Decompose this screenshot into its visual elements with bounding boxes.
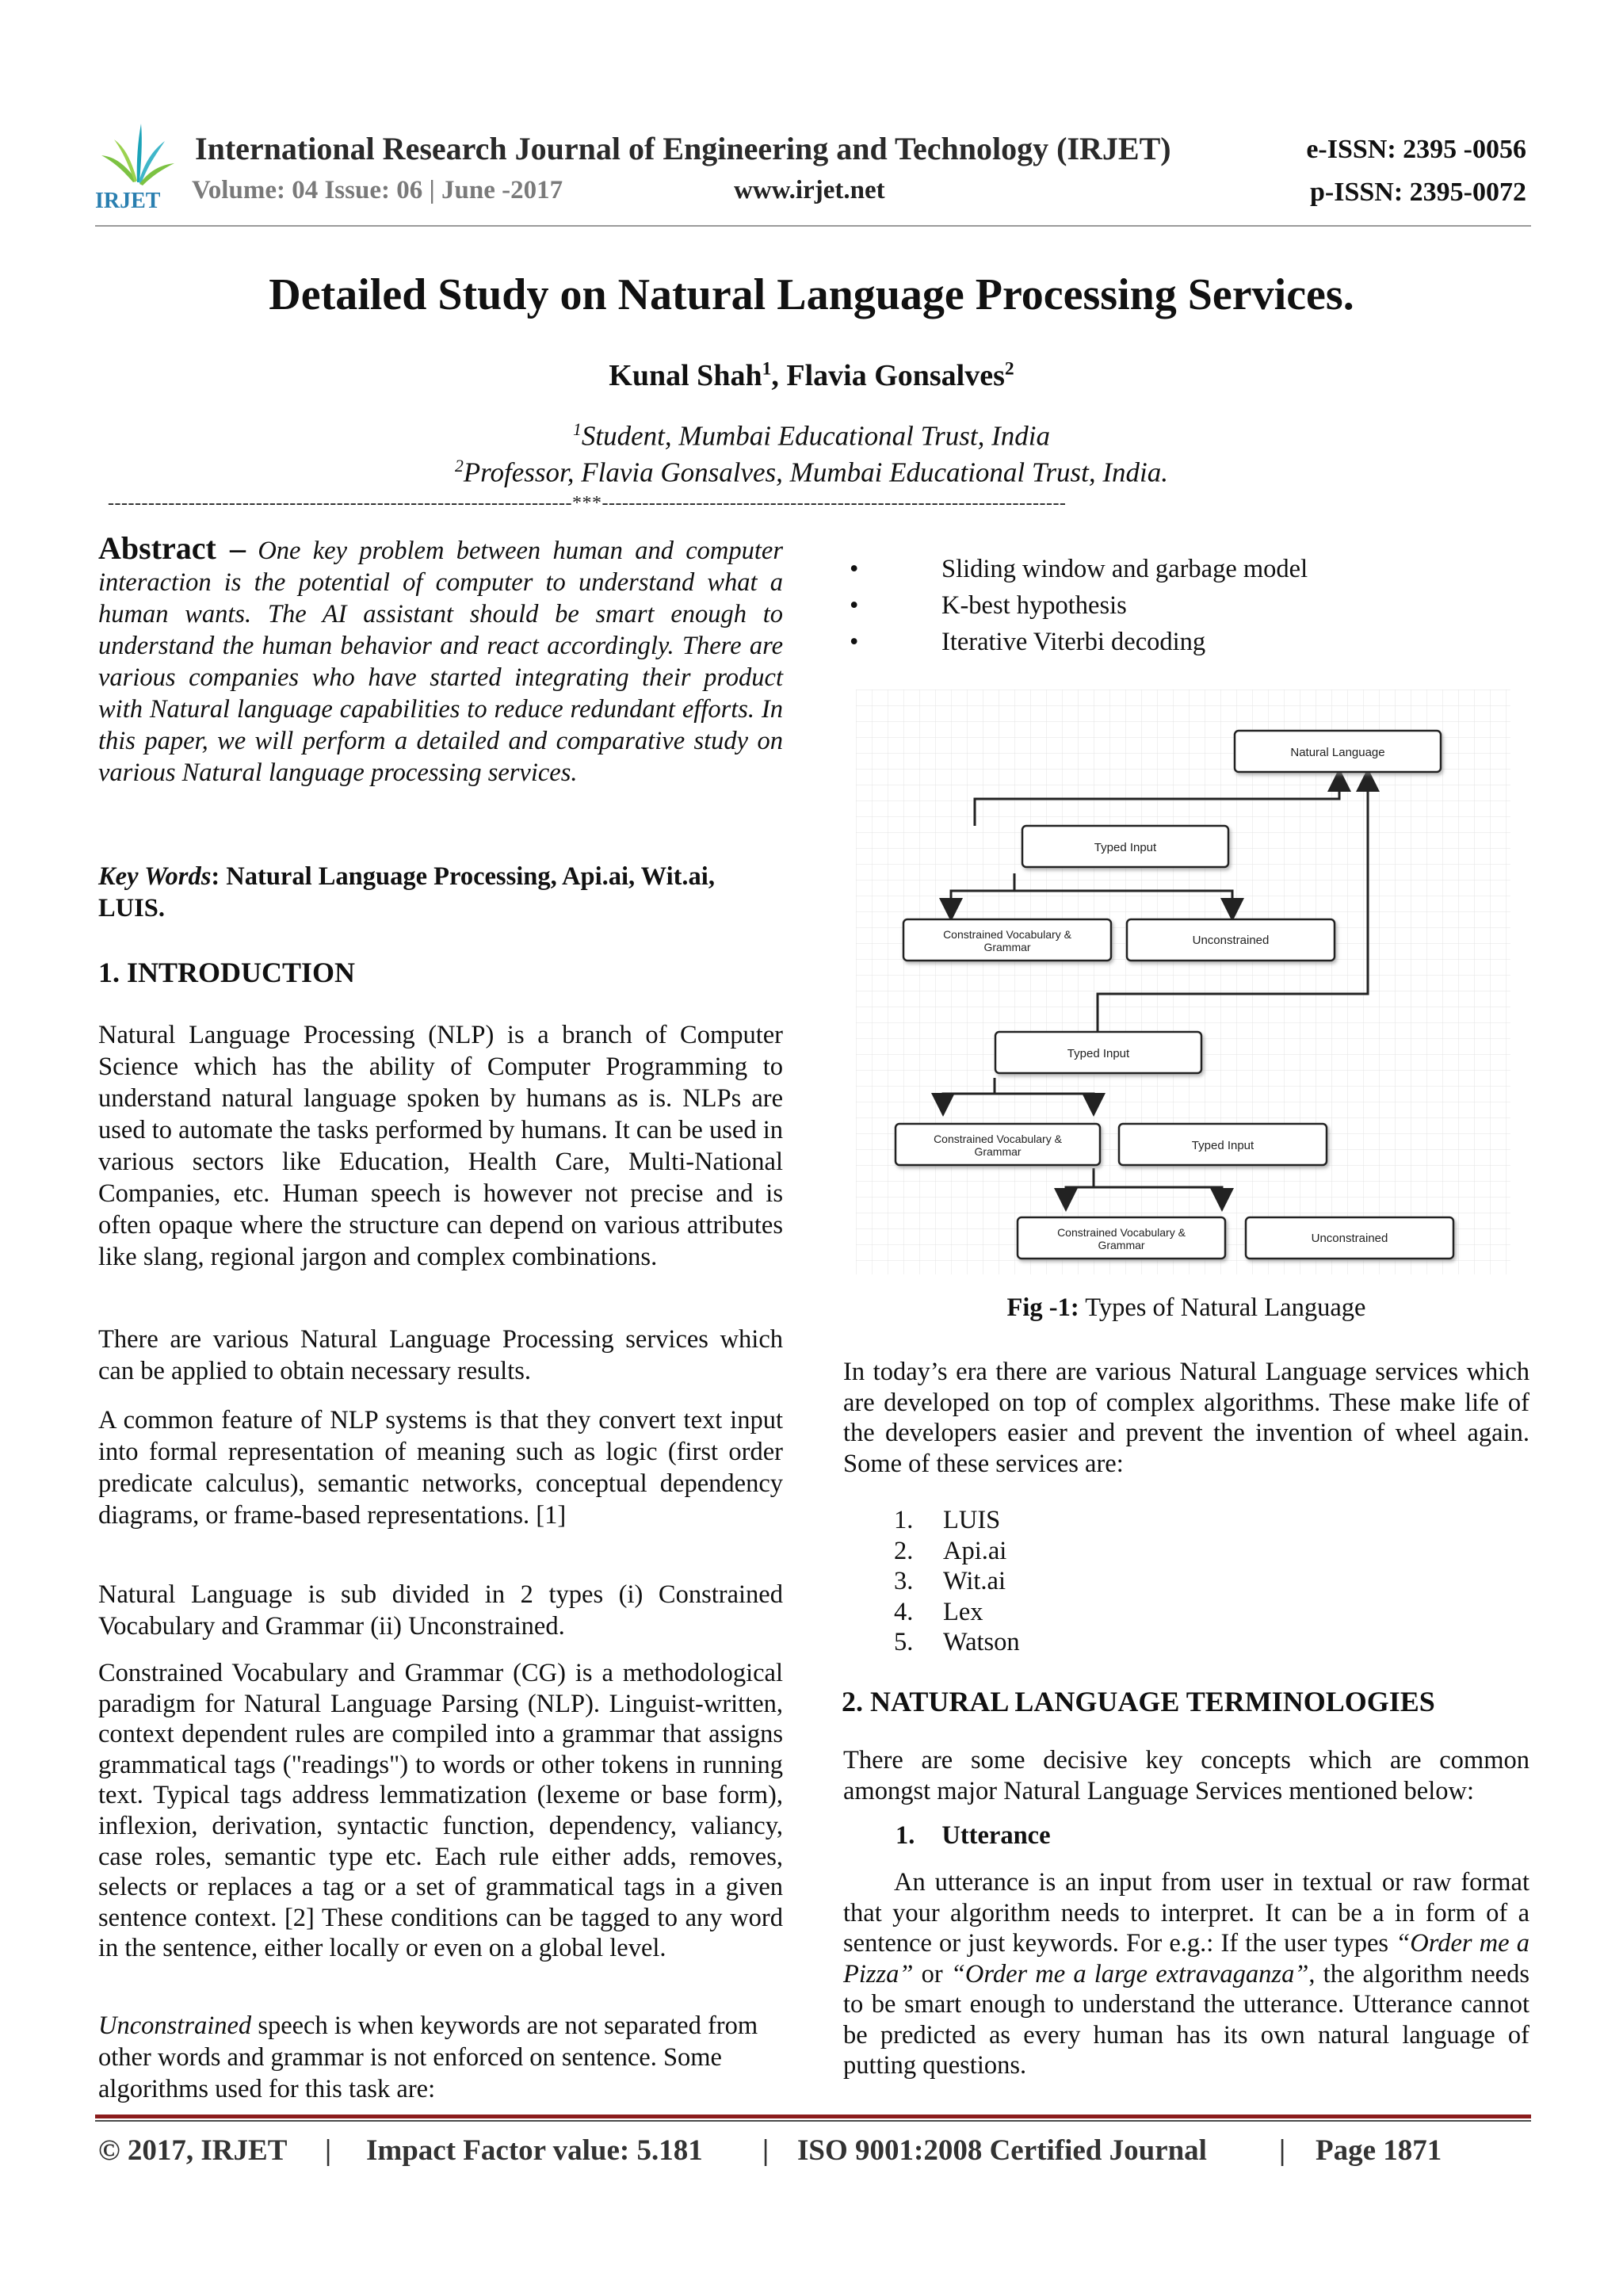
journal-website[interactable]: www.irjet.net [734, 176, 885, 204]
utterance-title: Utterance [941, 1821, 1051, 1850]
intro-paragraph-5: Constrained Vocabulary and Grammar (CG) is a methodological paradigm for Natural Language Parsing (NLP). Linguist-written, context dependent rules are compiled into a grammar that assigns grammatical tags ("readings") to words or other tokens in running text. Typical tags address lemmatization (lexeme or base form), inflexion, derivation, syntactic function, dependency, valiancy, case roles, semantic type etc. Each rule either adds, removes, selects or replaces a tag or a set of grammatical tags in a given sentence context. [2] These conditions can be tagged to any word in the sentence, either locally or even on a global level. [98, 1659, 783, 1963]
abstract-text: One key problem between human and computer interaction is the potential of computer to understand what a human wants. The AI assistant should be smart enough to understand the human behavior and react accordingly. There are various companies who have started integrating their product with Natural language capabilities to reduce redundant efforts. In this paper, we will perform a detailed and comparative study on various Natural language processing services. [98, 537, 783, 787]
services-list [843, 1504, 1529, 1657]
node-unconstrained-2 [1246, 1217, 1453, 1259]
svg-text:Typed Input: Typed Input [1094, 841, 1157, 854]
list-item: 1. LUIS [894, 1506, 1001, 1534]
abstract-heading: Abstract – [98, 530, 246, 566]
keywords-text: : Natural Language Processing, Api.ai, Wit.ai, LUIS. [98, 862, 715, 923]
volume-issue: Volume: 04 Issue: 06 | June -2017 [192, 176, 563, 204]
affiliation-sup: 1 [573, 420, 582, 439]
irjet-logo-icon [94, 117, 181, 211]
footer-impact-factor: Impact Factor value: 5.181 [366, 2134, 703, 2167]
utterance-heading [896, 1820, 1051, 1851]
node-typed-input-3 [1119, 1124, 1327, 1165]
algorithm-bullet-list [843, 553, 1529, 663]
author-line: Kunal Shah$^1$, Flavia Gonsalves$^2$ [609, 358, 1014, 392]
unconstrained-term: Unconstrained [98, 2011, 252, 2040]
footer-separator: | [762, 2134, 769, 2167]
list-item: • K-best hypothesis [850, 591, 1127, 620]
affiliation-sup: 2 [454, 457, 464, 476]
svg-text:Unconstrained: Unconstrained [1192, 934, 1270, 947]
utterance-example-2: “Order me a large extravaganza” [950, 1959, 1309, 1988]
intro-paragraph-6 [98, 2010, 783, 2105]
journal-title: International Research Journal of Engineering and Technology (IRJET) [195, 131, 1171, 166]
node-unconstrained-1 [1127, 919, 1335, 961]
list-item: • Sliding window and garbage model [850, 555, 1308, 583]
section-heading-terminologies: 2. NATURAL LANGUAGE TERMINOLOGIES [842, 1686, 1435, 1717]
footer-rule [95, 2115, 1531, 2118]
footer-rule-thin [95, 2120, 1531, 2122]
svg-text:IRJET: IRJET [95, 189, 161, 211]
irjet-logo [94, 117, 181, 211]
author-sup: 1 [762, 358, 772, 380]
author-name: Flavia Gonsalves [786, 359, 1005, 392]
intro-paragraph-4: Natural Language is sub divided in 2 types (i) Constrained Vocabulary and Grammar (ii) Unconstrained. [98, 1580, 783, 1641]
figure-caption-label: Fig -1: [1006, 1293, 1079, 1322]
services-intro-paragraph: In today’s era there are various Natural Language services which are developed on top of complex algorithms. These make life of the developers easier and prevent the invention of wheel again. Some of these services are: [843, 1358, 1529, 1478]
figure-caption [843, 1293, 1529, 1323]
node-typed-input-1 [1022, 826, 1228, 867]
list-item: • Iterative Viterbi decoding [850, 628, 1206, 656]
svg-text:Constrained Vocabulary &Gramma: Constrained Vocabulary & Grammar [1057, 1226, 1186, 1251]
footer-iso: ISO 9001:2008 Certified Journal [797, 2134, 1207, 2167]
list-item: 5. Watson [894, 1628, 1020, 1656]
author-name: Kunal Shah [609, 359, 762, 392]
paragraph-text: speech is when keywords are not separated from other words and grammar is not enforced on sentence. Some algorithms used for this task are: [98, 2011, 758, 2103]
affiliation-text: Student, Mumbai Educational Trust, India [581, 420, 1050, 452]
node-constrained-grammar-3 [1018, 1217, 1225, 1259]
eissn: e-ISSN: 2395 -0056 [1306, 135, 1526, 164]
list-item: 3. Wit.ai [894, 1567, 1006, 1595]
affiliation-2 [0, 457, 1623, 489]
figure-natural-language-types [856, 690, 1510, 1274]
section-heading-introduction: 1. INTRODUCTION [98, 957, 356, 988]
intro-paragraph-2: There are various Natural Language Processing services which can be applied to obtain necessary results. [98, 1325, 783, 1385]
intro-paragraph-3: A common feature of NLP systems is that they convert text input into formal representation of meaning such as logic (first order predicate calculus), semantic networks, conceptual dependency diagrams, or frame-based representations. [1] [98, 1406, 783, 1530]
node-constrained-grammar-2 [896, 1124, 1100, 1165]
abstract [98, 530, 783, 789]
svg-text:Typed Input: Typed Input [1191, 1139, 1254, 1152]
svg-text:Natural Language: Natural Language [1290, 746, 1385, 759]
svg-text:Typed Input: Typed Input [1067, 1047, 1130, 1060]
pissn: p-ISSN: 2395-0072 [1310, 178, 1526, 207]
utterance-paragraph: An utterance is an input from user in textual or raw format that your algorithm needs to interpret. It can be a in form of a sentence or just keywords. For e.g.: If the user types “Order me a Pizza” or “Order me a large extravaganza”, the algorithm needs to be smart enough to understand the utterance. Utterance cannot be predicted as every human has its own natural language of putting questions. [843, 1868, 1530, 2080]
list-item: 2. Api.ai [894, 1536, 1007, 1565]
svg-text:Constrained Vocabulary &Gramma: Constrained Vocabulary & Grammar [943, 928, 1071, 953]
svg-text:Unconstrained: Unconstrained [1311, 1232, 1388, 1245]
figure-caption-text: Types of Natural Language [1079, 1293, 1366, 1322]
footer-separator: | [1279, 2134, 1286, 2167]
footer-page-number: Page 1871 [1316, 2134, 1442, 2167]
terminologies-paragraph: There are some decisive key concepts which are common amongst major Natural Language Services mentioned below: [843, 1746, 1529, 1805]
paper-title: Detailed Study on Natural Language Processing Services. [269, 270, 1354, 319]
node-natural-language [1235, 731, 1441, 772]
affiliation-text: Professor, Flavia Gonsalves, Mumbai Educational Trust, India. [463, 457, 1169, 488]
utterance-example-1: “Order me a Pizza” [843, 1929, 1529, 1988]
bullet-icon: • [850, 628, 859, 656]
utterance-number: 1. [896, 1821, 915, 1850]
author-sup: 2 [1004, 358, 1014, 380]
footer-separator: | [325, 2134, 332, 2167]
svg-text:Constrained Vocabulary &Gramma: Constrained Vocabulary & Grammar [934, 1133, 1062, 1158]
footer-copyright: © 2017, IRJET [98, 2134, 288, 2167]
separator-line: ---------------------------------------------------------------------***--------------------------------------------------------------------- [108, 493, 1067, 514]
affiliation-1 [0, 420, 1623, 453]
header-divider [95, 225, 1531, 227]
keywords-label: Key Words [98, 862, 212, 891]
intro-paragraph-1: Natural Language Processing (NLP) is a branch of Computer Science which has the ability of Computer Programming to understand natural language spoken by humans as is. NLPs are used to automate the tasks performed by humans. It can be used in various sectors like Education, Health Care, Multi-National Companies, etc. Human speech is however not precise and is often opaque where the structure can depend on various attributes like slang, regional jargon and complex combinations. [98, 1021, 783, 1271]
figure-diagram [856, 690, 1510, 1274]
node-typed-input-2 [995, 1032, 1201, 1073]
bullet-icon: • [850, 555, 859, 583]
node-constrained-grammar-1 [903, 919, 1111, 961]
bullet-icon: • [850, 591, 859, 620]
keywords [98, 861, 783, 924]
list-item: 4. Lex [894, 1597, 983, 1626]
